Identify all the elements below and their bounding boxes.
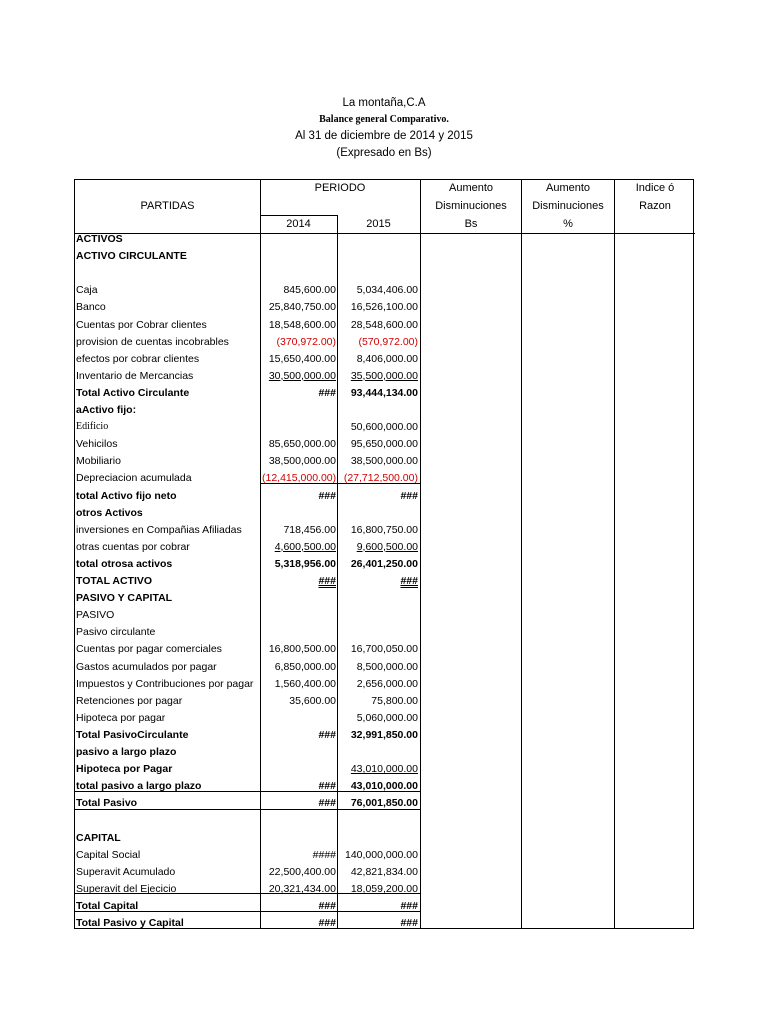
value-2014: 1,560,400.00: [274, 677, 336, 690]
value-2014: 845,600.00: [283, 284, 336, 297]
value-2014: ###: [318, 386, 336, 399]
value-2015: 9,600,500.00: [356, 540, 418, 553]
value-2014: ###: [318, 575, 336, 587]
value-2014: ###: [318, 899, 336, 912]
row-label: Caja: [76, 284, 98, 297]
header-aumento-pct: %: [563, 218, 573, 230]
row-label: Total Activo Circulante: [76, 386, 190, 399]
row-label: ACTIVOS: [76, 233, 123, 245]
value-2015: 16,526,100.00: [350, 301, 418, 314]
value-2014: 30,500,000.00: [268, 369, 336, 382]
company-name: La montaña,C.A: [342, 97, 426, 109]
row-label: Banco: [76, 301, 106, 314]
row-label: otros Activos: [76, 506, 143, 519]
row-label: total pasivo a largo plazo: [76, 780, 202, 793]
row-label: Superavit Acumulado: [76, 865, 176, 878]
currency-note: (Expresado en Bs): [336, 147, 432, 159]
report-date: Al 31 de diciembre de 2014 y 2015: [295, 130, 473, 142]
row-label: Total Pasivo: [76, 797, 138, 810]
value-2015: 50,600,000.00: [350, 421, 418, 434]
value-2015: 8,406,000.00: [356, 352, 418, 365]
value-2015: 2,656,000.00: [356, 677, 418, 690]
value-2015: 16,700,050.00: [350, 643, 418, 656]
value-2014: ###: [318, 797, 336, 810]
value-2015: 75,800.00: [371, 694, 418, 707]
value-2014: (12,415,000.00): [262, 472, 337, 485]
row-label: Cuentas por pagar comerciales: [76, 643, 222, 656]
row-label: efectos por cobrar clientes: [76, 352, 200, 365]
value-2015: 93,444,134.00: [350, 386, 418, 399]
value-2015: 38,500,000.00: [350, 455, 418, 468]
value-2015: 5,034,406.00: [356, 284, 418, 297]
row-label: otras cuentas por cobrar: [76, 540, 190, 553]
row-label: Total Capital: [76, 899, 139, 912]
row-label: Hipoteca por pagar: [76, 711, 166, 724]
row-label: Impuestos y Contribuciones por pagar: [76, 677, 254, 690]
row-label: total Activo fijo neto: [76, 489, 177, 502]
value-2015: 32,991,850.00: [350, 728, 418, 741]
value-2015: 43,010,000.00: [350, 780, 418, 793]
value-2015: 28,548,600.00: [350, 318, 418, 331]
value-2014: 22,500,400.00: [268, 865, 336, 878]
value-2015: 26,401,250.00: [350, 557, 418, 570]
row-label: Retenciones por pagar: [76, 694, 183, 707]
value-2014: ###: [318, 780, 336, 793]
value-2015: 76,001,850.00: [350, 797, 418, 810]
header-indice: Razon: [639, 200, 671, 212]
row-label: Capital Social: [76, 848, 141, 861]
value-2015: 5,060,000.00: [356, 711, 418, 724]
value-2015: ###: [400, 899, 418, 912]
header-partidas: PARTIDAS: [140, 200, 195, 212]
value-2014: ###: [318, 917, 336, 929]
value-2015: (570,972.00): [358, 335, 418, 348]
header-year-2014: 2014: [286, 218, 311, 230]
header-aumento-bs: Bs: [464, 218, 478, 230]
value-2015: 42,821,834.00: [350, 865, 418, 878]
total-rule: [75, 809, 421, 810]
header-aumento-pct: Disminuciones: [532, 200, 604, 212]
value-2014: 5,318,956.00: [274, 557, 336, 570]
value-2014: 35,600.00: [289, 694, 336, 707]
value-2015: (27,712,500.00): [343, 472, 418, 485]
row-label: Superavit del Ejecicio: [76, 882, 177, 895]
col-divider: [521, 180, 522, 928]
value-2014: 38,500,000.00: [268, 455, 336, 468]
header-aumento-pct: Aumento: [545, 182, 591, 194]
col-divider: [614, 180, 615, 928]
row-label: total otrosa activos: [76, 557, 173, 570]
balance-table: [74, 179, 694, 929]
value-2015: 95,650,000.00: [350, 438, 418, 451]
header-aumento-bs: Disminuciones: [435, 200, 507, 212]
value-2014: ###: [318, 489, 336, 502]
total-rule: [75, 893, 421, 894]
row-label: Depreciacion acumulada: [76, 472, 192, 485]
row-label: Inventario de Mercancias: [76, 369, 194, 382]
row-label: Vehicilos: [76, 438, 118, 451]
value-2015: 140,000,000.00: [345, 848, 418, 861]
value-2014: 4,600,500.00: [274, 540, 336, 553]
value-2014: 20,321,434.00: [268, 882, 336, 895]
row-label: pasivo a largo plazo: [76, 746, 177, 758]
value-2015: ###: [400, 917, 418, 929]
value-2014: ####: [312, 848, 336, 861]
header-indice: Indice ó: [635, 182, 675, 194]
value-2015: ###: [400, 575, 418, 587]
total-rule: [260, 483, 421, 484]
value-2015: 8,500,000.00: [356, 660, 418, 673]
header-rule: [260, 215, 337, 216]
value-2014: 6,850,000.00: [274, 660, 336, 673]
value-2014: 16,800,500.00: [268, 643, 336, 656]
row-label: Cuentas por Cobrar clientes: [76, 318, 207, 331]
value-2014: 18,548,600.00: [268, 318, 336, 331]
row-label: CAPITAL: [76, 831, 121, 844]
row-label: aActivo fijo:: [76, 404, 137, 416]
value-2014: 25,840,750.00: [268, 301, 336, 314]
row-label: TOTAL ACTIVO: [76, 575, 153, 587]
value-2014: 718,456.00: [283, 523, 336, 536]
row-label: inversiones en Compañias Afiliadas: [76, 523, 242, 536]
row-label: Pasivo circulante: [76, 626, 156, 639]
value-2015: 43,010,000.00: [350, 763, 418, 776]
header-periodo: PERIODO: [314, 182, 366, 194]
row-label: Mobiliario: [76, 455, 121, 468]
row-label: Gastos acumulados por pagar: [76, 660, 217, 673]
header-aumento-bs: Aumento: [448, 182, 494, 194]
header-rule: [75, 233, 695, 234]
report-title: Balance general Comparativo.: [319, 114, 449, 125]
value-2015: 35,500,000.00: [350, 369, 418, 382]
value-2014: ###: [318, 728, 336, 741]
col-divider: [260, 180, 261, 928]
row-label: Total Pasivo y Capital: [76, 917, 184, 929]
value-2015: 16,800,750.00: [350, 523, 418, 536]
row-label: PASIVO: [76, 609, 115, 622]
row-label: PASIVO Y CAPITAL: [76, 592, 173, 605]
value-2014: 15,650,400.00: [268, 352, 336, 365]
value-2014: 85,650,000.00: [268, 438, 336, 451]
value-2015: 18,059,200.00: [350, 882, 418, 895]
row-label: provision de cuentas incobrables: [76, 335, 229, 348]
col-divider: [420, 180, 421, 928]
row-label: Total PasivoCirculante: [76, 728, 189, 741]
header-year-2015: 2015: [366, 218, 391, 230]
row-label: Hipoteca por Pagar: [76, 763, 173, 776]
value-2014: (370,972.00): [276, 335, 336, 348]
value-2015: ###: [400, 489, 418, 502]
total-rule: [75, 791, 421, 792]
total-rule: [75, 911, 421, 912]
row-label: Edificio: [76, 421, 109, 433]
row-label: ACTIVO CIRCULANTE: [76, 250, 187, 263]
